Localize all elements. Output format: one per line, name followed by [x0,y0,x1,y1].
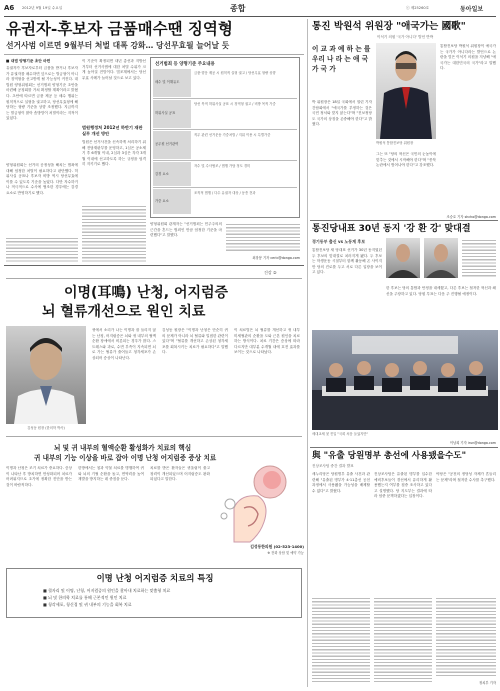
candidate-photo-1 [386,238,420,278]
column-divider [307,19,308,687]
ad-body-6: 치료를 받은 환자들은 귀울림이 줄고 청력이 개선되었으며 어지럼증도 완화되었다고 말한다. [150,466,210,482]
right-bottom-body-3: 야당은 "공천의 정당성 자체가 흔들리는 문제"라며 철저한 수사를 촉구했다. [436,472,496,482]
page-number: A6 [4,4,15,12]
ad-body-2: 김성동 원장은 "이명과 난청은 단순히 귀의 문제가 아니라 뇌 혈류와 밀접한 관련이 있다"며 "혈류를 개선하고 손상된 청각세포를 회복시키는 치료가 필요하다"고 말했다. [162,328,228,355]
right-bottom-body-2: 진상조사팀은 유출된 명부를 입수한 예비후보들이 경선에서 유리하게 활용했는지 여부를 집중 조사하고 있다고 설명했다. 당 지도부는 결과에 따라 엄중 문책하겠다는 입장이다. [374,472,432,499]
right-top-body-1: 통합진보당 박원석 위원장이 애국가는 국가가 아니다라는 발언으로 논란을 빚은 이석기 의원을 겨냥해 "애국가는 대한민국의 국가"라고 말했다. [440,44,496,71]
ear-illustration [214,464,302,546]
ad-headline-1: 이명(耳鳴) 난청, 어지럼증 [64,285,229,301]
main-body-2: 양형위원회는 선거의 공정성을 해치는 범죄에 대해 엄정한 처벌이 필요하다고 판단했다. 허위사실 공표나 후보자 비방 역시 당선무효에 이를 수 있도록 기준을 높였다. 다만 자수하거나 적극적으로 수사에 협조한 경우에는 감경 요소로 반영하기로 했다. [6,163,78,195]
right-mid-subhead: 경기동부 출신 vs 노동계 후보 [312,239,366,244]
politician-photo [376,43,436,139]
table-row-label: 허위사실 공표 [153,100,191,128]
header-rule [4,16,496,17]
right-top-headline: 통진 박원석 위원장 "애국가는 國歌" [312,21,466,32]
table-row-label: 공무원 선거관여 [153,131,191,159]
ad-subhead-2: 귀 내부의 기능 이상을 바로 잡아 이명 난청 어지럼증 증상 치료 [34,454,217,462]
main-body-filler [226,222,300,252]
edition-number: ⓒ 제25260호 [406,6,430,10]
right-bottom-kicker: 진상조사팀 중간 결과 발표 [312,464,354,468]
table-row-text: 직무 관련 선거운동 가중처벌 / 지위 이용 시 특별가중 [194,133,271,137]
main-byline: 최창봉 기자 ceric@donga.com [252,256,300,260]
ad-headline-2: 뇌 혈류개선으로 원인 치료 [42,304,206,320]
issue-date: 2012년 9월 19일 수요일 [22,6,63,10]
ad-body-5: 한방에서는 침과 약물 치료를 병행하여 귀와 뇌의 기혈 순환을 돕고, 면역력을 높여 재발을 방지하는 데 중점을 둔다. [78,466,144,482]
right-bottom-filler-1 [312,596,370,682]
main-body-filler-2 [82,204,146,262]
section-title: 종합 [230,4,246,13]
right-bottom-byline: 정치부 기자 [479,681,496,685]
main-divider [4,54,304,55]
features-title: 이명 난청 어지럼증 치료의 특징 [96,573,214,583]
doctor-photo [6,326,86,424]
ad-section-tag: 건강 ② [264,270,277,275]
main-body-4: 법원은 선거사건을 신속하게 처리하기 위해 전담재판부를 운영하고, 1심은 공소제기 후 6개월 이내, 2심과 3심은 각각 3개월 이내에 선고하도록 하는 규정을 엄격히 지키기로 했다. [82,140,146,167]
table-row-label: 가중 요소 [153,189,191,214]
table-row-label: 매수 및 이해유도 [153,69,191,97]
feature-item: ■ 혈자리 및 이명, 난청, 어지럼증의 원인을 찾아내 치료하는 맞춤형 치료 [43,588,171,593]
main-lead: ■ 대법 양형기준 초안 마련 [6,59,51,63]
right-top-byline: 조숭호 기자 shcho@donga.com [446,215,496,219]
feature-item: ■ 청각세포, 청신경 및 귀 내부의 기능을 회복 치료 [43,602,132,607]
main-body-5: 양형위원회 관계자는 "선거범죄는 민주주의의 근간을 흔드는 범죄인 만큼 엄정한 기준을 마련했다"고 말했다. [150,222,222,238]
main-body-1: 유권자가 후보자로부터 금품을 받거나 후보자가 유권자를 매수하면 앞으로는 벌금형이 아니라 징역형을 선고받게 될 가능성이 커진다. 대법원 양형위원회는 선거범죄 양형기준 초안을 마련해 공청회를 거쳐 확정할 계획이라고 밝혔다. 초안에 따르면 금품 제공 등 매수 행위는 원칙적으로 실형을 권고하고, 당선무효형에 해당하는 형량 기준을 상향 조정했다. 지금까지는 벌금형이 많아 솜방망이 처벌이라는 지적이 있었다. [6,66,78,121]
main-headline: 유권자-후보자 금품매수땐 징역형 [6,19,233,38]
features-list [43,587,297,608]
table-row-text: 당선 목적 허위사실 공표 시 징역형 권고 / 비방 목적 가중 [194,102,276,106]
treatment-features-box [6,568,302,618]
party-meeting-photo [312,330,498,430]
ad-subhead-1: 뇌 및 귀 내부의 혈액순환 활성화가 치료의 핵심 [54,444,192,452]
ad-body-1: 귀에서 소리가 나는 이명과 잘 들리지 않는 난청, 어지럼증은 뇌와 귀 내부의 혈액순환 장애에서 비롯되는 경우가 많다. 스트레스와 과로, 수면 부족이 지속되면 뇌로 가는 혈류가 줄어들고 청각세포가 손상되어 증상이 나타난다. [92,328,156,360]
health-advertisement [4,268,304,688]
table-body [153,69,297,215]
right-bottom-body-1: 새누리당은 당원명부 유출 사건과 관련해 "유출된 명부가 4·11총선 공천 과정에서 사용됐을 가능성을 배제할 수 없다"고 밝혔다. [312,472,370,493]
right-mid-body-1: 통합진보당 새 당대표 선거가 30년 동지였던 두 후보의 맞대결로 치러지게 됐다. 두 후보는 학생운동 시절부터 함께 활동해 온 사이지만 당의 진로를 두고 서로 다른 입장을 보이고 있다. [312,248,382,275]
right-bottom-filler-2 [374,596,432,682]
main-body-filler-3 [6,236,78,262]
clinic-phone: 김성동한의원 (02-523-1400) [250,544,304,549]
right-bottom-headline: 與 "유출 당원명부 총선에 사용됐을수도" [312,451,467,461]
right-top-body-2: 박 위원장은 18일 국회에서 열린 기자간담회에서 "애국가를 부정하는 것은 국민 정서와 맞지 않는다"며 "진보정당도 국가의 상징을 존중해야 한다"고 밝혔다. [312,100,372,127]
table-row-text: 조직적 범행 / 다수 유권자 대상 / 동종 전과 [194,191,256,195]
section-rule [4,265,304,266]
page-header [4,2,496,16]
brand-logo: 동아일보 [460,6,484,13]
ad-body-4: 이명과 난청은 조기 치료가 중요하다. 증상이 나타난 후 방치하면 만성화되어 치료가 어려워지므로 초기에 정확한 진단을 받는 것이 바람직하다. [6,466,72,487]
right-top-body-3: 그는 또 "당의 혁신은 국민의 눈높이에 맞추는 것에서 시작해야 한다"며 "종북 논란에서 벗어나야 한다"고 강조했다. [376,152,436,168]
right-mid-body-2: 한 후보는 당의 통합과 안정을 내세웠고, 다른 후보는 철저한 혁신과 쇄신을 주장하고 있다. 당원 투표는 다음 주 진행될 예정이다. [386,286,496,296]
ad-body-3: 이 치료법은 뇌 혈류를 개선하고 귀 내부 미세혈관의 순환을 도와 근본 원인을 치료하는 방식이다. 치료 기간은 증상에 따라 다르지만 대부분 수개월 내에 호전 효과를 보이는 것으로 나타났다. [234,328,300,355]
main-subhead: 선거사범 이르면 9월부터 처벌 대폭 강화… 당선무효될 늘어날 듯 [6,41,230,50]
feature-item: ■ 뇌 및 한의학 치료를 통해 근본적인 원인 치료 [43,595,127,600]
sentencing-table [150,57,300,218]
right-mid-byline: 이남희 기자 irun@donga.com [449,441,496,445]
meeting-photo-caption: 세대교체 첫 진입 "국회 처음 들었지만" [312,432,369,436]
politician-caption: 박원석 통합진보당 위원장 [376,141,414,145]
right-top-kicker: 이석기 의원 '국가 아니다' 발언 반박 [376,35,434,39]
doctor-caption: 김성동 원장 (한의학 박사) [27,426,65,430]
table-row-label: 감경 요소 [153,162,191,186]
right-top-pullquote: 이 교 과 예 하 는 를 우리 나 라 는 애 국 가 국 가 [312,45,371,73]
table-row-text: 금품·향응 제공 시 원칙적 실형 권고 / 당선무효 형량 상향 [194,71,276,75]
right-bottom-filler-3 [436,596,496,676]
candidate-photos [386,238,496,284]
main-subhead-2: 법원행정처 2012년 하반기 재판 실무 개선 방안 [82,125,143,136]
clinic-note: ※ 전화 상담 및 예약 가능 [267,551,304,555]
right-mid-headline: 통진당내표 30년 동지 '강 환 강' 맞대결 [312,224,471,234]
table-title: 선거범죄 등 양형기준 주요내용 [155,62,215,67]
candidate-photo-2 [424,238,458,278]
main-body-3: 이 기준이 확정되면 내년 총선과 지방선거부터 선거사범에 대한 처벌 수위가 크게 높아질 전망이다. 법조계에서는 당선무효 사례가 늘어날 것으로 보고 있다. [82,59,146,80]
table-row-text: 자수 및 수사협조 / 범행 가담 정도 경미 [194,164,251,168]
